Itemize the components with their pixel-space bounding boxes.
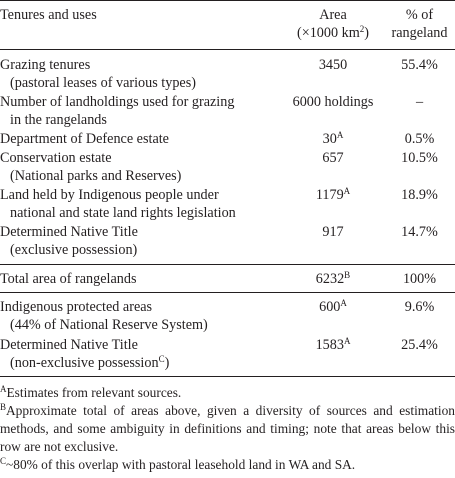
row-sublabel: (non-exclusive possession$^C$)	[10, 354, 170, 371]
row-label: Number of landholdings used for grazing	[0, 94, 235, 110]
row-sublabel: in the rangelands	[10, 112, 107, 128]
header-percent: % of rangeland	[391, 7, 448, 41]
row-label: Land held by Indigenous people under	[0, 187, 219, 203]
top-rule	[0, 0, 455, 1]
row-percent: 25.4%	[401, 337, 438, 353]
total-bottom-rule	[0, 292, 455, 293]
row-percent: –	[415, 94, 424, 110]
footnote-mark: A	[343, 186, 351, 196]
row-label: Determined Native Title	[0, 337, 138, 353]
footnote-mark: A	[343, 336, 351, 346]
row-label: Conservation estate	[0, 150, 112, 166]
row-percent: 14.7%	[401, 224, 438, 240]
footnote-c: $^C$~80% of this overlap with pastoral leasehold land in WA and SA.	[0, 456, 356, 472]
footnote-mark: A	[340, 298, 347, 308]
row-label: Department of Defence estate	[0, 131, 169, 147]
total-label: Total area of rangelands	[0, 271, 137, 287]
row-percent: 55.4%	[401, 57, 438, 73]
row-sublabel: national and state land rights legislation	[10, 205, 236, 221]
bottom-rule	[0, 376, 455, 377]
row-area: 657	[322, 150, 344, 166]
row-sublabel: (exclusive possession)	[10, 242, 138, 258]
row-sublabel: (pastoral leases of various types)	[10, 75, 196, 91]
total-top-rule	[0, 264, 455, 265]
row-area: 1583	[315, 337, 344, 353]
footnotes	[0, 384, 455, 474]
row-area: 917	[322, 224, 344, 240]
header-area: Area (×1000 $km^2$)	[296, 7, 369, 41]
footnote-mark: B	[344, 270, 351, 280]
row-sublabel: (National parks and Reserves)	[10, 168, 182, 184]
row-area: 600	[319, 299, 341, 315]
row-label: Determined Native Title	[0, 224, 138, 240]
row-percent: 10.5%	[401, 150, 438, 166]
header-rule	[0, 49, 455, 50]
row-area: 30	[322, 131, 337, 147]
total-area: 6232	[315, 271, 345, 287]
row-area: 1179	[315, 187, 344, 203]
footnote-b: $^B$Approximate total of areas above, given a diversity of sources and estimation methods, and some ambiguity in definitions and timing; note that areas below this row are not exclusive.	[0, 402, 455, 454]
header-tenures: Tenures and uses	[0, 7, 97, 23]
footnote-mark: C	[158, 354, 165, 364]
row-area: 3450	[318, 57, 348, 73]
row-label: Indigenous protected areas	[0, 299, 153, 315]
row-percent: 9.6%	[404, 299, 435, 315]
footnote-a: $^A$Estimates from relevant sources.	[0, 384, 182, 400]
row-percent: 0.5%	[404, 131, 435, 147]
row-sublabel: (44% of National Reserve System)	[10, 317, 208, 333]
footnote-mark: A	[336, 130, 344, 140]
row-percent: 18.9%	[401, 187, 438, 203]
total-percent: 100%	[402, 271, 437, 287]
row-label: Grazing tenures	[0, 57, 91, 73]
row-area: 6000 holdings	[292, 94, 374, 110]
